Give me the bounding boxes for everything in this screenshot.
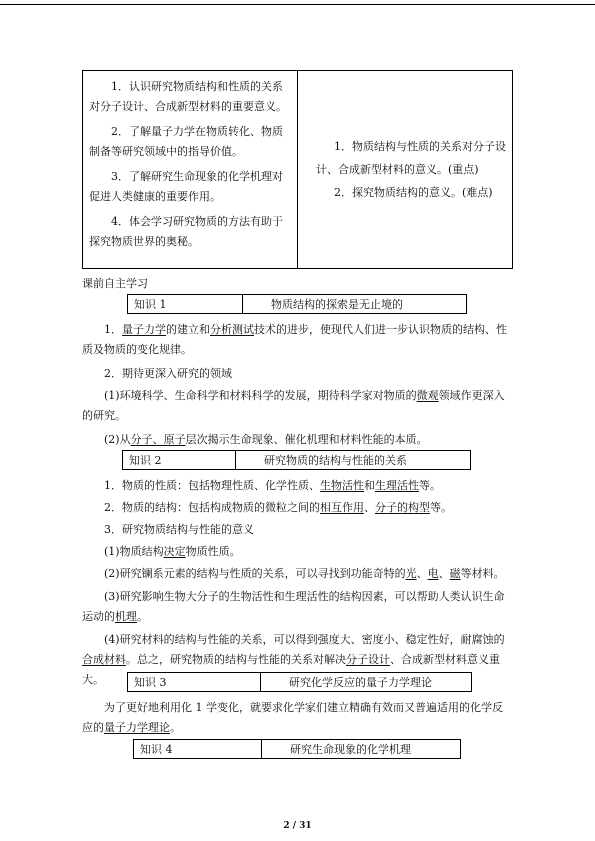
paragraph-10: (3)研究影响生物大分子的生物活性和生理活性的结构因素，可以帮助人类认识生命运动的机理。	[82, 590, 505, 623]
objective-item: 2．了解量子力学在物质转化、物质制备等研究领域中的指导价值。	[89, 125, 283, 158]
section-title: 课前自主学习	[82, 277, 148, 290]
knowledge-title: 物质结构的探索是无止境的	[271, 298, 403, 311]
paragraph-5: 1．物质的性质：包括物理性质、化学性质、生物活性和生理活性等。	[104, 479, 441, 492]
knowledge-title: 研究物质的结构与性能的关系	[264, 454, 407, 467]
objective-item: 3．了解研究生命现象的化学机理对促进人类健康的重要作用。	[89, 170, 283, 203]
page-number: 2 / 31	[283, 821, 312, 831]
knowledge-box-3	[127, 672, 472, 692]
objective-item: 4．体会学习研究物质的方法有助于探究物质世界的奥秘。	[89, 215, 283, 248]
knowledge-label: 知识 2	[123, 451, 236, 469]
paragraph-1: 1．量子力学的建立和分析测试技术的进步，使现代人们进一步认识物质的结构、性质及物质的变化规律。	[82, 323, 507, 356]
header-rule	[0, 4, 595, 5]
paragraph-2: 2．期待更深入研究的领域	[104, 367, 232, 380]
knowledge-box-2	[122, 450, 471, 470]
paragraph-9: (2)研究镧系元素的结构与性质的关系，可以寻找到功能奇特的光、电、磁等材料。	[104, 567, 505, 580]
knowledge-box-1	[127, 294, 467, 314]
paragraph-8: (1)物质结构决定物质性质。	[104, 545, 241, 558]
knowledge-label: 知识 4	[134, 740, 262, 758]
objective-item: 1．认识研究物质结构和性质的关系对分子设计、合成新型材料的重要意义。	[89, 80, 287, 113]
paragraph-11: (4)研究材料的结构与性能的关系，可以得到强度大、密度小、稳定性好，耐腐蚀的合成材料。总之，研究物质的结构与性能的关系对解决分子设计、合成新型材料意义重大。	[82, 633, 505, 686]
knowledge-label: 知识 3	[128, 673, 261, 691]
knowledge-box-4	[133, 739, 461, 759]
objectives-right-cell	[298, 71, 512, 268]
paragraph-6: 2．物质的结构：包括构成物质的微粒之间的相互作用、分子的构型等。	[104, 501, 452, 514]
paragraph-12: 为了更好地利用化 1 学变化，就要求化学家们建立精确有效而又普遍适用的化学反应的量子力学理论。	[82, 701, 503, 734]
key-point-item: 2．探究物质结构的意义。(难点)	[334, 186, 493, 199]
knowledge-title: 研究生命现象的化学机理	[290, 743, 411, 756]
paragraph-3: (1)环境科学、生命科学和材料科学的发展，期待科学家对物质的微观领域作更深入的研究。	[82, 389, 505, 422]
knowledge-title: 研究化学反应的量子力学理论	[289, 676, 432, 689]
key-point-item: 1．物质结构与性质的关系对分子设计、合成新型材料的意义。(重点)	[316, 140, 506, 176]
knowledge-label: 知识 1	[128, 295, 243, 313]
paragraph-7: 3．研究物质结构与性能的意义	[104, 523, 254, 536]
objectives-left-cell	[83, 71, 298, 268]
paragraph-4: (2)从分子、原子层次揭示生命现象、催化机理和材料性能的本质。	[104, 433, 428, 446]
objectives-table	[82, 70, 513, 269]
